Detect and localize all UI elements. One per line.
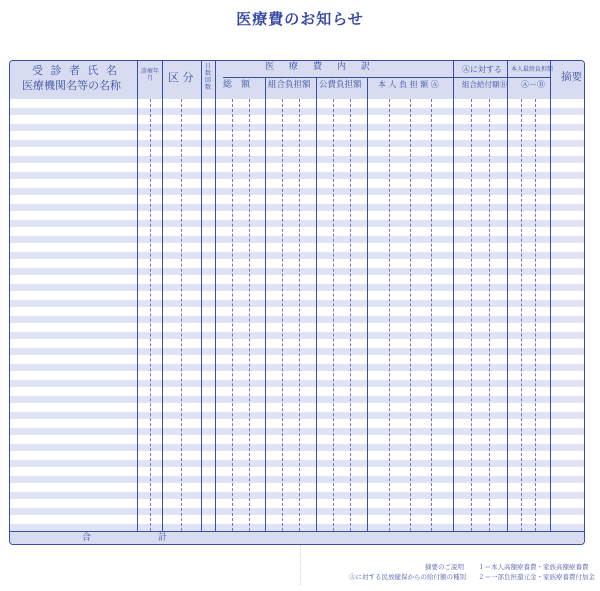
column-divider [265,77,266,531]
fold-line [300,545,301,585]
column-divider [367,77,368,531]
column-divider [201,61,202,531]
days-header: 日数回数 [204,63,211,91]
digit-guide [471,99,472,531]
net-burden-header-bottom: Ⓐ－Ⓑ [521,80,545,89]
column-divider [316,77,317,531]
benefit-divider [453,77,507,78]
benefit-header-bottom: 組合給付額Ⓑ [462,80,507,89]
remarks-header: 摘要 [561,71,582,83]
legend-remarks-heading: 摘要のご説明 [425,563,464,571]
digit-guide [389,99,390,531]
digit-guide [249,99,250,531]
month-header: 診療年月 [140,68,159,82]
digit-guide [333,99,334,531]
column-divider [162,61,163,531]
public-burden-header: 公費負担額 [319,80,362,90]
table-header [10,61,584,100]
digit-guide [489,99,490,531]
digit-guide [150,99,151,531]
net-divider [507,77,550,78]
column-divider [453,61,454,531]
total-row [10,531,584,544]
digit-guide [181,99,182,531]
legend-benefit-heading: Ⓐに対する民放健保からの給付額の種別 [349,573,466,581]
total-label-right: 計 [158,533,168,543]
total-amount-header: 総 額 [223,80,251,90]
medical-expense-table [9,60,585,545]
net-burden-header-top: 本人最終負担額 [511,66,554,73]
benefit-header-top: Ⓐに対する [462,65,502,74]
column-divider [215,61,216,531]
digit-guide [350,99,351,531]
digit-guide [521,99,522,531]
digit-guide [232,99,233,531]
column-divider [550,61,551,531]
table-body [10,99,584,531]
breakdown-header: 医 療 費 内 訳 [265,62,374,72]
digit-guide [299,99,300,531]
category-header: 区 分 [168,71,194,84]
digit-guide [410,99,411,531]
digit-guide [535,99,536,531]
page-title: 医療費のお知らせ [236,10,364,28]
legend-item-1: １＝本人高額療養費・家族高額療養費 [478,563,589,571]
union-burden-header: 組合負担額 [268,80,311,90]
column-divider [137,61,138,531]
digit-guide [431,99,432,531]
column-divider [507,61,508,531]
institution-name-header: 医療機関名等の名称 [22,79,121,92]
self-burden-header: 本 人 負 担 額 Ⓐ [378,80,439,89]
legend-item-2: ２＝一部負担還元金・家族療養費付加金 [478,573,595,581]
breakdown-divider [223,77,453,78]
digit-guide [282,99,283,531]
patient-name-header: 受 診 者 氏 名 [32,64,119,77]
total-label-left: 合 [82,533,92,543]
